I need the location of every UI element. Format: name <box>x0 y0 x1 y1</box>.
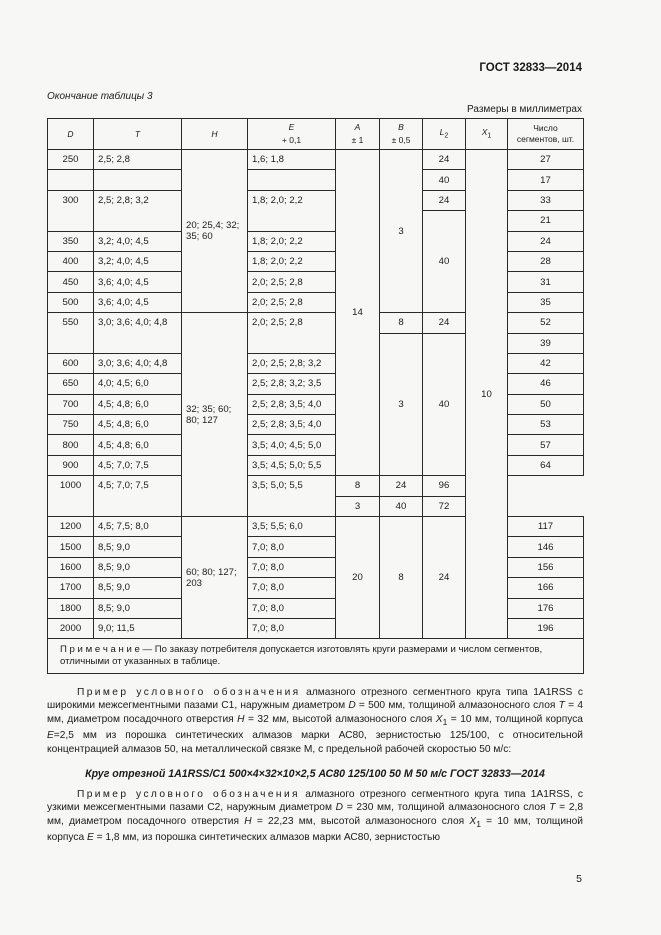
cell-t: 3,6; 4,0; 4,5 <box>94 272 182 292</box>
example-paragraph-2: Пример условного обозначения алмазного отрезного сегментного круга типа 1A1RSS, с узкими межсегментными пазами С2, наружным диаметром D = 230 мм, толщиной алмазоносного слоя T = 2,8 мм, диаметром посадочного отверстия H = 22,23 мм, высотой алмазоносного слоя $X_1 = 10$ мм, толщиной корпуса E = 1,8 мм, из порошка синтетических алмазов марки АС80, зернистостью <box>47 789 583 844</box>
cell-t: 3,0; 3,6; 4,0; 4,8 <box>94 353 182 373</box>
standard-number: ГОСТ 32833—2014 <box>479 62 582 74</box>
cell-e: 3,5; 5,5; 6,0 <box>248 517 336 537</box>
cell-count: 21 <box>508 211 584 231</box>
table-row <box>48 150 584 170</box>
cell-e: 2,0; 2,5; 2,8 <box>248 272 336 292</box>
cell-count: 33 <box>508 190 584 210</box>
cell-e: 7,0; 8,0 <box>248 598 336 618</box>
cell-l2-merged: 40 <box>423 333 466 476</box>
cell-count: 146 <box>508 537 584 557</box>
cell-e: 7,0; 8,0 <box>248 537 336 557</box>
cell-b-merged: 8 <box>380 517 423 639</box>
cell-d: 300 <box>48 190 94 231</box>
cell-t: 4,5; 7,0; 7,5 <box>94 476 182 517</box>
table-caption: Окончание таблицы 3 <box>47 91 153 102</box>
cell-d: 550 <box>48 313 94 354</box>
cell-t: 8,5; 9,0 <box>94 537 182 557</box>
cell-count: 64 <box>508 455 584 475</box>
example-label: Пример условного обозначения <box>77 687 301 698</box>
header-t: T <box>94 119 182 150</box>
cell-d: 900 <box>48 455 94 475</box>
cell-count: 17 <box>508 170 584 190</box>
header-count: Число сегментов, шт. <box>508 119 584 150</box>
cell-count: 72 <box>423 496 466 516</box>
cell-t: 4,5; 4,8; 6,0 <box>94 435 182 455</box>
cell-e: 7,0; 8,0 <box>248 618 336 638</box>
header-b: B ± 0,5 <box>380 119 423 150</box>
units-note: Размеры в миллиметрах <box>467 104 582 115</box>
example-paragraph-1: Пример условного обозначения алмазного отрезного сегментного круга типа 1A1RSS с широкими межсегментными пазами С1, наружным диаметром D = 500 мм, толщиной алмазоносного слоя T = 4 мм, диаметром посадочного отверстия H = 32 мм, высотой алмазоносного слоя $X_1 = 10$ мм, толщиной корпуса E=2,5 мм из порошка синтетических алмазов марки АС80, зернистостью 125/100, с относительной концентрацией алмазов 50, на металлической связке М, с предельной рабочей скоростью 50 м/с: <box>47 687 583 755</box>
table-note-row <box>48 639 584 674</box>
cell-e: 2,5; 2,8; 3,5; 4,0 <box>248 394 336 414</box>
cell-t: 3,2; 4,0; 4,5 <box>94 251 182 271</box>
cell-count: 57 <box>508 435 584 455</box>
page-number: 5 <box>576 873 582 885</box>
cell-h-merged: 60; 80; 127; 203 <box>182 517 248 639</box>
cell-t: 3,0; 3,6; 4,0; 4,8 <box>94 313 182 354</box>
cell-t: 4,5; 4,8; 6,0 <box>94 394 182 414</box>
cell-count: 35 <box>508 292 584 312</box>
cell-count: 53 <box>508 415 584 435</box>
cell-t: 3,2; 4,0; 4,5 <box>94 231 182 251</box>
cell-d <box>48 170 94 190</box>
cell-l2: 24 <box>423 190 466 210</box>
cell-d: 800 <box>48 435 94 455</box>
cell-e: 2,5; 2,8; 3,5; 4,0 <box>248 415 336 435</box>
cell-l2: 24 <box>380 476 423 496</box>
cell-b-merged: 3 <box>380 333 423 476</box>
cell-count: 46 <box>508 374 584 394</box>
cell-t: 8,5; 9,0 <box>94 557 182 577</box>
cell-count: 39 <box>508 333 584 353</box>
cell-e: 2,0; 2,5; 2,8 <box>248 313 336 354</box>
cell-d: 1600 <box>48 557 94 577</box>
note-text: — По заказу потребителя допускается изготовлять круги размерами и числом сегментов, отличными от указанных в таблице. <box>60 644 543 668</box>
cell-t: 8,5; 9,0 <box>94 598 182 618</box>
cell-t: 8,5; 9,0 <box>94 578 182 598</box>
cell-a-merged: 20 <box>336 517 380 639</box>
table-header-row <box>48 119 584 150</box>
cell-count: 117 <box>508 517 584 537</box>
cell-t: 4,5; 7,5; 8,0 <box>94 517 182 537</box>
header-d: D <box>48 119 94 150</box>
cell-x1-merged: 10 <box>466 150 508 639</box>
note-label: П р и м е ч а н и е <box>60 644 140 656</box>
cell-e: 7,0; 8,0 <box>248 578 336 598</box>
cell-l2: 40 <box>380 496 423 516</box>
cell-d: 350 <box>48 231 94 251</box>
cell-d: 650 <box>48 374 94 394</box>
cell-count: 27 <box>508 150 584 170</box>
cell-d: 600 <box>48 353 94 373</box>
cell-e: 2,0; 2,5; 2,8 <box>248 292 336 312</box>
cell-t <box>94 170 182 190</box>
cell-count: 24 <box>508 231 584 251</box>
cell-d: 1500 <box>48 537 94 557</box>
cell-count: 52 <box>508 313 584 333</box>
header-e: E + 0,1 <box>248 119 336 150</box>
cell-t: 9,0; 11,5 <box>94 618 182 638</box>
cell-d: 700 <box>48 394 94 414</box>
cell-t: 2,5; 2,8; 3,2 <box>94 190 182 231</box>
header-h: H <box>182 119 248 150</box>
cell-h-merged: 20; 25,4; 32; 35; 60 <box>182 150 248 313</box>
cell-d: 400 <box>48 251 94 271</box>
cell-count: 50 <box>508 394 584 414</box>
cell-e: 3,5; 4,5; 5,0; 5,5 <box>248 455 336 475</box>
cell-l2: 24 <box>423 313 466 333</box>
cell-e: 3,5; 4,0; 4,5; 5,0 <box>248 435 336 455</box>
cell-h-merged: 32; 35; 60; 80; 127 <box>182 313 248 517</box>
dimensions-table <box>47 118 584 674</box>
cell-d: 1700 <box>48 578 94 598</box>
cell-e <box>248 170 336 190</box>
designation-example: Круг отрезной 1A1RSS/C1 500×4×32×10×2,5 АС80 125/100 50 М 50 м/с ГОСТ 32833—2014 <box>85 768 545 780</box>
cell-d: 1000 <box>48 476 94 517</box>
cell-b: 8 <box>336 476 380 496</box>
cell-count: 28 <box>508 251 584 271</box>
header-x1: $X_1$ <box>466 119 508 150</box>
cell-d: 500 <box>48 292 94 312</box>
cell-d: 250 <box>48 150 94 170</box>
cell-e: 1,6; 1,8 <box>248 150 336 170</box>
header-a: A ± 1 <box>336 119 380 150</box>
cell-t: 3,6; 4,0; 4,5 <box>94 292 182 312</box>
cell-d: 750 <box>48 415 94 435</box>
cell-count: 156 <box>508 557 584 577</box>
cell-l2: 24 <box>423 150 466 170</box>
cell-e: 2,5; 2,8; 3,2; 3,5 <box>248 374 336 394</box>
cell-count: 31 <box>508 272 584 292</box>
cell-l2-merged: 40 <box>423 211 466 313</box>
cell-count: 176 <box>508 598 584 618</box>
cell-count: 42 <box>508 353 584 373</box>
cell-b-merged: 3 <box>380 150 423 313</box>
cell-d: 2000 <box>48 618 94 638</box>
cell-e: 1,8; 2,0; 2,2 <box>248 231 336 251</box>
cell-d: 450 <box>48 272 94 292</box>
cell-a-merged: 14 <box>336 150 380 476</box>
cell-e: 2,0; 2,5; 2,8; 3,2 <box>248 353 336 373</box>
cell-b: 3 <box>336 496 380 516</box>
cell-count: 196 <box>508 618 584 638</box>
cell-d: 1200 <box>48 517 94 537</box>
cell-t: 4,5; 7,0; 7,5 <box>94 455 182 475</box>
cell-l2: 40 <box>423 170 466 190</box>
cell-count: 166 <box>508 578 584 598</box>
cell-e: 1,8; 2,0; 2,2 <box>248 251 336 271</box>
cell-t: 4,0; 4,5; 6,0 <box>94 374 182 394</box>
example-label: Пример условного обозначения <box>77 789 300 800</box>
cell-d: 1800 <box>48 598 94 618</box>
cell-e: 3,5; 5,0; 5,5 <box>248 476 336 517</box>
cell-b: 8 <box>380 313 423 333</box>
cell-e: 1,8; 2,0; 2,2 <box>248 190 336 231</box>
cell-e: 7,0; 8,0 <box>248 557 336 577</box>
cell-l2-merged: 24 <box>423 517 466 639</box>
header-l2: $L_2$ <box>423 119 466 150</box>
cell-t: 2,5; 2,8 <box>94 150 182 170</box>
cell-t: 4,5; 4,8; 6,0 <box>94 415 182 435</box>
table-note <box>48 639 584 674</box>
cell-count: 96 <box>423 476 466 496</box>
